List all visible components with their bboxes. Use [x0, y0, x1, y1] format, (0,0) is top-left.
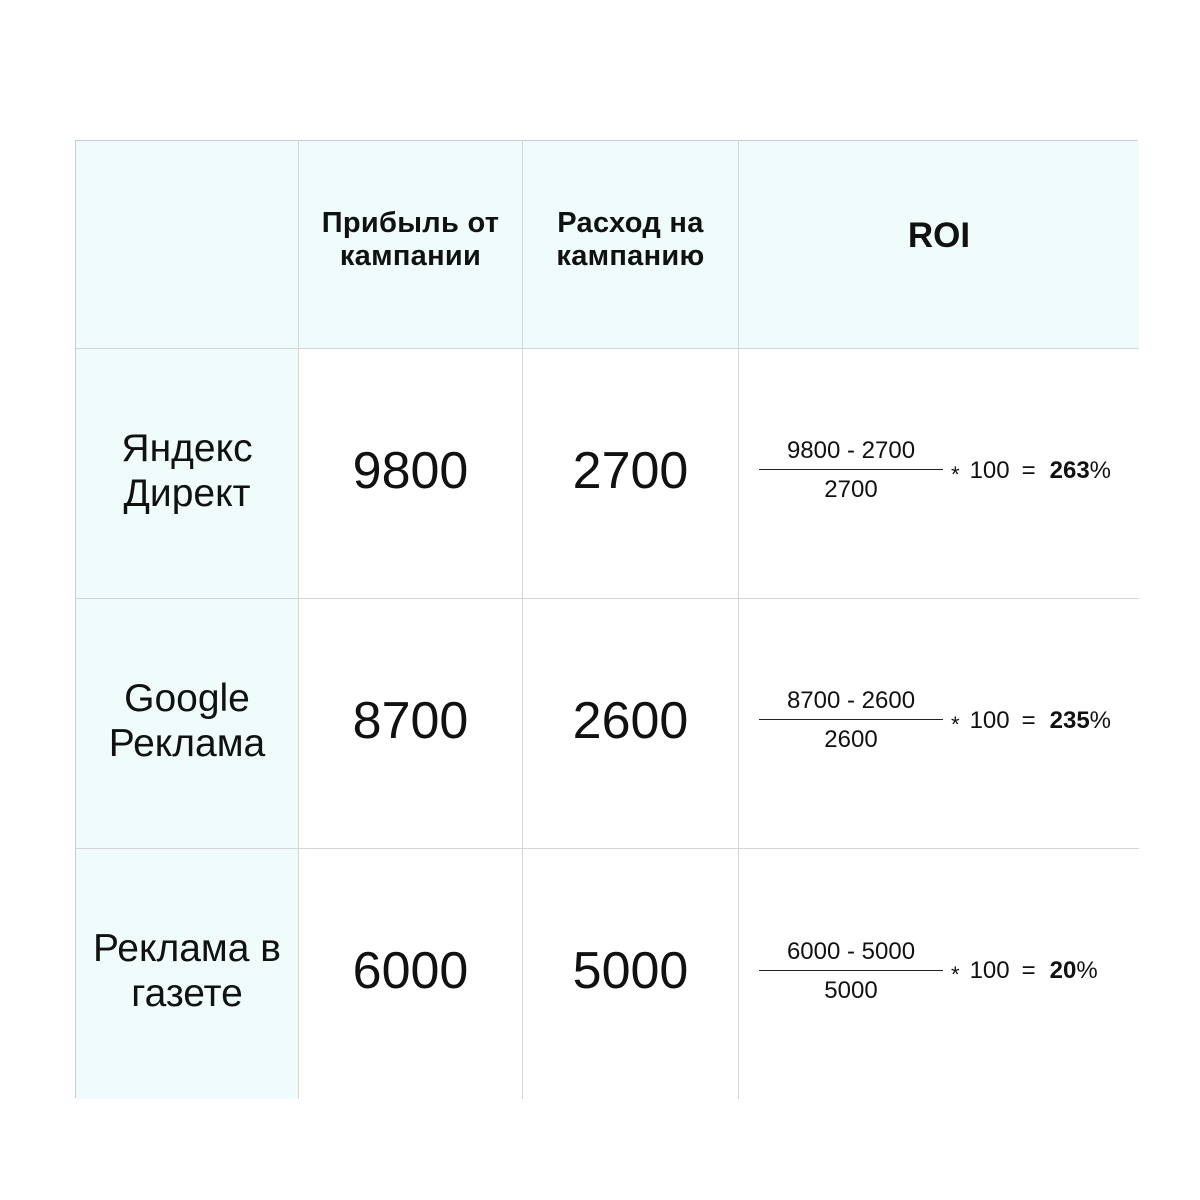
- roi-fraction: [759, 938, 943, 1005]
- fraction-bar: [759, 469, 943, 470]
- expense-value: 2600: [572, 691, 689, 750]
- roi-result: [1050, 457, 1111, 485]
- profit-cell: [299, 849, 523, 1099]
- equals-sign: =: [1021, 957, 1036, 984]
- roi-formula: [759, 687, 1111, 754]
- roi-numerator: 8700 - 2600: [786, 687, 916, 714]
- header-profit-cell: [299, 141, 523, 349]
- profit-value: 9800: [352, 441, 469, 500]
- roi-fraction: [759, 687, 943, 754]
- channel-cell: [76, 349, 299, 599]
- roi-denominator: 5000: [824, 976, 878, 1004]
- channel-name: Google Реклама: [108, 676, 266, 765]
- fraction-bar: [759, 719, 943, 720]
- roi-numerator: 6000 - 5000: [786, 937, 916, 965]
- roi-cell: [739, 599, 1139, 849]
- roi-result-value: 263: [1049, 456, 1090, 484]
- roi-cell: [739, 849, 1139, 1099]
- expense-cell: [523, 349, 739, 599]
- channel-cell: [76, 599, 299, 849]
- roi-cell: [739, 349, 1139, 599]
- roi-table: [75, 140, 1138, 1098]
- roi-formula: [759, 437, 1111, 504]
- roi-result-value: 235: [1049, 706, 1090, 734]
- profit-cell: [299, 349, 523, 599]
- roi-multiplier: 100: [969, 957, 1010, 984]
- profit-value: 6000: [352, 942, 469, 1000]
- percent-sign: %: [1089, 706, 1112, 734]
- channel-name: Яндекс Директ: [121, 426, 253, 515]
- roi-formula: [759, 938, 1098, 1005]
- roi-multiplier: 100: [969, 706, 1010, 734]
- roi-denominator: 2600: [824, 726, 878, 753]
- expense-cell: [523, 599, 739, 849]
- channel-name: Реклама в газете: [93, 927, 281, 1015]
- equals-sign: =: [1021, 456, 1036, 484]
- profit-cell: [299, 599, 523, 849]
- header-expense: Расход на кампанию: [556, 206, 705, 272]
- expense-cell: [523, 849, 739, 1099]
- roi-fraction: [759, 437, 943, 504]
- corner-cell: [76, 141, 299, 349]
- equals-sign: =: [1021, 706, 1036, 734]
- multiply-sign: *: [951, 711, 960, 737]
- channel-cell: [76, 849, 299, 1099]
- fraction-bar: [759, 970, 943, 971]
- roi-numerator: 9800 - 2700: [786, 437, 916, 464]
- expense-value: 2700: [572, 441, 689, 500]
- multiply-sign: *: [951, 962, 960, 987]
- roi-result-value: 20: [1049, 957, 1077, 984]
- profit-value: 8700: [352, 691, 469, 750]
- roi-result: [1050, 957, 1098, 985]
- roi-multiplier: 100: [969, 456, 1010, 484]
- multiply-sign: *: [951, 461, 960, 487]
- header-expense-cell: [523, 141, 739, 349]
- roi-result: [1050, 707, 1111, 735]
- header-roi: ROI: [907, 215, 971, 255]
- roi-denominator: 2700: [824, 476, 878, 503]
- percent-sign: %: [1076, 957, 1098, 984]
- percent-sign: %: [1089, 456, 1112, 484]
- expense-value: 5000: [572, 942, 689, 1000]
- header-roi-cell: [739, 141, 1139, 349]
- header-profit: Прибыль от кампании: [321, 206, 500, 272]
